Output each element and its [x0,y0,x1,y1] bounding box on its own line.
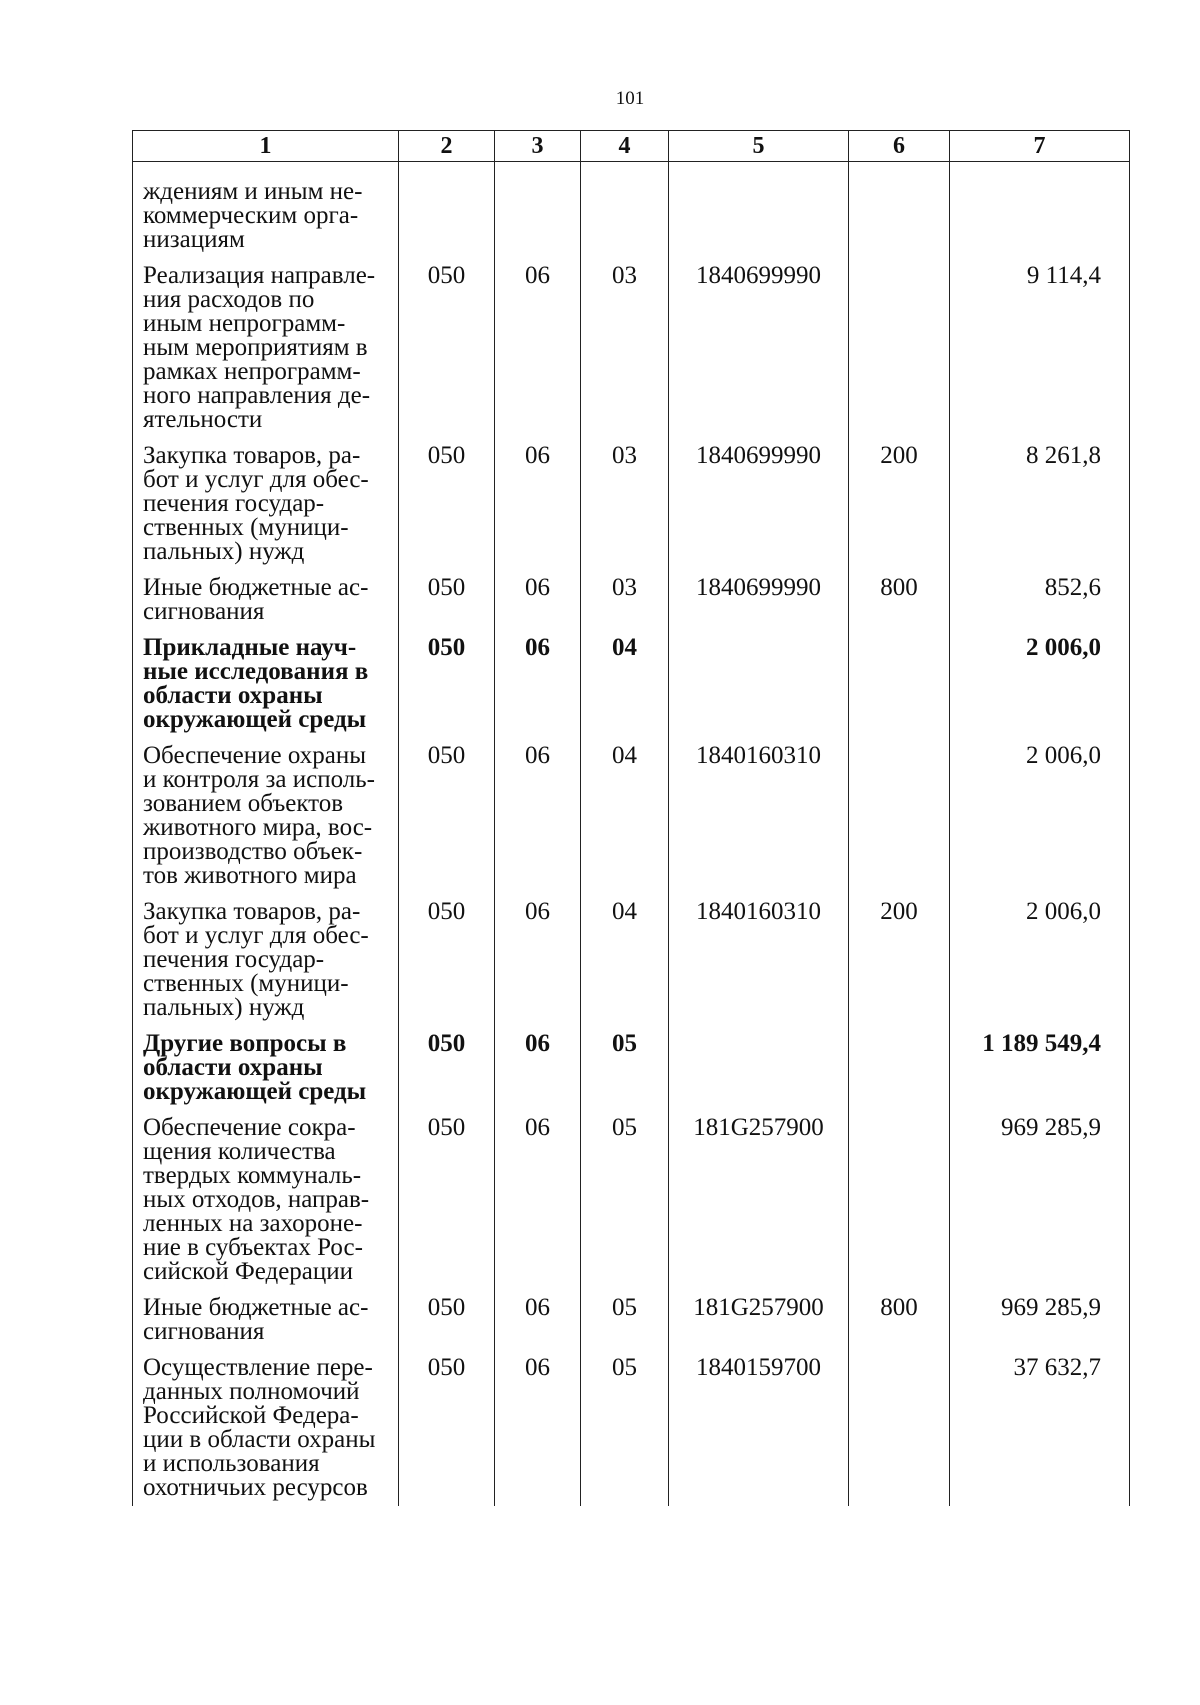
row-col-2: 050 [399,900,495,1032]
row-col-6 [849,1356,950,1506]
spacer-cell [849,162,950,181]
row-col-6 [849,636,950,744]
row-col-2: 050 [399,1116,495,1296]
budget-table [132,130,1130,1506]
row-col-4: 04 [581,636,669,744]
row-col-3: 06 [495,1356,581,1506]
row-description: Обеспечение охраны и контроля за исполь- зованием объектов животного мира, вос- производство объек- тов животного мира [133,744,399,900]
row-col-7: 8 261,8 [950,444,1130,576]
row-col-2: 050 [399,744,495,900]
row-description: Реализация направле- ния расходов по иным непрограмм- ным мероприятиям в рамках непрограмм- ного направления де- ятельности [133,264,399,444]
row-col-4: 03 [581,576,669,636]
table-row [133,180,1130,264]
row-col-5: 1840160310 [669,900,849,1032]
col-header-1: 1 [133,131,399,162]
row-col-5 [669,1032,849,1116]
row-description: ждениям и иным не- коммерческим орга- низациям [133,180,399,264]
row-col-5: 181G257900 [669,1116,849,1296]
row-col-3: 06 [495,744,581,900]
row-col-7: 969 285,9 [950,1296,1130,1356]
table-row [133,444,1130,576]
row-col-5: 1840699990 [669,264,849,444]
row-col-2: 050 [399,576,495,636]
row-col-3: 06 [495,1032,581,1116]
row-col-3: 06 [495,900,581,1032]
col-header-7: 7 [950,131,1130,162]
row-col-3: 06 [495,444,581,576]
row-col-6 [849,1116,950,1296]
spacer-cell [495,162,581,181]
table-row [133,1116,1130,1296]
row-col-6 [849,744,950,900]
col-header-3: 3 [495,131,581,162]
row-col-6: 800 [849,576,950,636]
row-col-3: 06 [495,1296,581,1356]
row-description: Иные бюджетные ас- сигнования [133,1296,399,1356]
row-col-3: 06 [495,1116,581,1296]
row-description: Прикладные науч- ные исследования в области охраны окружающей среды [133,636,399,744]
row-col-7 [950,180,1130,264]
spacer-cell [581,162,669,181]
row-col-6: 800 [849,1296,950,1356]
row-col-7: 37 632,7 [950,1356,1130,1506]
row-col-4: 05 [581,1032,669,1116]
row-col-2: 050 [399,264,495,444]
row-description: Осуществление пере- данных полномочий Российской Федера- ции в области охраны и использования охотничьих ресурсов [133,1356,399,1506]
row-col-3: 06 [495,636,581,744]
row-col-4: 03 [581,264,669,444]
row-col-6: 200 [849,900,950,1032]
table-row [133,636,1130,744]
row-col-2: 050 [399,444,495,576]
table-row [133,1032,1130,1116]
row-description: Обеспечение сокра- щения количества твердых коммуналь- ных отходов, направ- ленных на захороне- ние в субъектах Рос- сийской Федерации [133,1116,399,1296]
row-col-5: 1840160310 [669,744,849,900]
row-col-2: 050 [399,1032,495,1116]
spacer-cell [399,162,495,181]
row-col-2: 050 [399,1296,495,1356]
spacer-cell [950,162,1130,181]
row-col-5: 1840699990 [669,576,849,636]
row-col-3: 06 [495,264,581,444]
table-row [133,744,1130,900]
row-col-3 [495,180,581,264]
row-col-6 [849,180,950,264]
row-col-5: 181G257900 [669,1296,849,1356]
table-row [133,576,1130,636]
row-description: Закупка товаров, ра- бот и услуг для обес- печения государ- ственных (муници- пальных) нужд [133,444,399,576]
row-col-2: 050 [399,1356,495,1506]
row-col-4: 03 [581,444,669,576]
table-row [133,1296,1130,1356]
table-header [133,131,1130,162]
table-row [133,264,1130,444]
row-col-7: 969 285,9 [950,1116,1130,1296]
spacer-cell [669,162,849,181]
row-description: Закупка товаров, ра- бот и услуг для обес- печения государ- ственных (муници- пальных) нужд [133,900,399,1032]
row-col-6 [849,1032,950,1116]
row-col-4 [581,180,669,264]
row-description: Иные бюджетные ас- сигнования [133,576,399,636]
row-col-3: 06 [495,576,581,636]
row-description: Другие вопросы в области охраны окружающей среды [133,1032,399,1116]
row-col-4: 05 [581,1116,669,1296]
table-row [133,1356,1130,1506]
row-col-7: 2 006,0 [950,744,1130,900]
row-col-4: 05 [581,1356,669,1506]
row-col-2 [399,180,495,264]
row-col-4: 05 [581,1296,669,1356]
col-header-2: 2 [399,131,495,162]
row-col-7: 9 114,4 [950,264,1130,444]
row-col-5: 1840699990 [669,444,849,576]
row-col-6: 200 [849,444,950,576]
row-col-4: 04 [581,744,669,900]
col-header-5: 5 [669,131,849,162]
row-col-5 [669,636,849,744]
row-col-7: 852,6 [950,576,1130,636]
page-number: 101 [615,88,645,109]
row-col-7: 2 006,0 [950,900,1130,1032]
row-col-2: 050 [399,636,495,744]
col-header-4: 4 [581,131,669,162]
row-col-5 [669,180,849,264]
row-col-5: 1840159700 [669,1356,849,1506]
row-col-7: 1 189 549,4 [950,1032,1130,1116]
row-col-6 [849,264,950,444]
table-row [133,900,1130,1032]
row-col-7: 2 006,0 [950,636,1130,744]
row-col-4: 04 [581,900,669,1032]
table-body [133,162,1130,1507]
col-header-6: 6 [849,131,950,162]
